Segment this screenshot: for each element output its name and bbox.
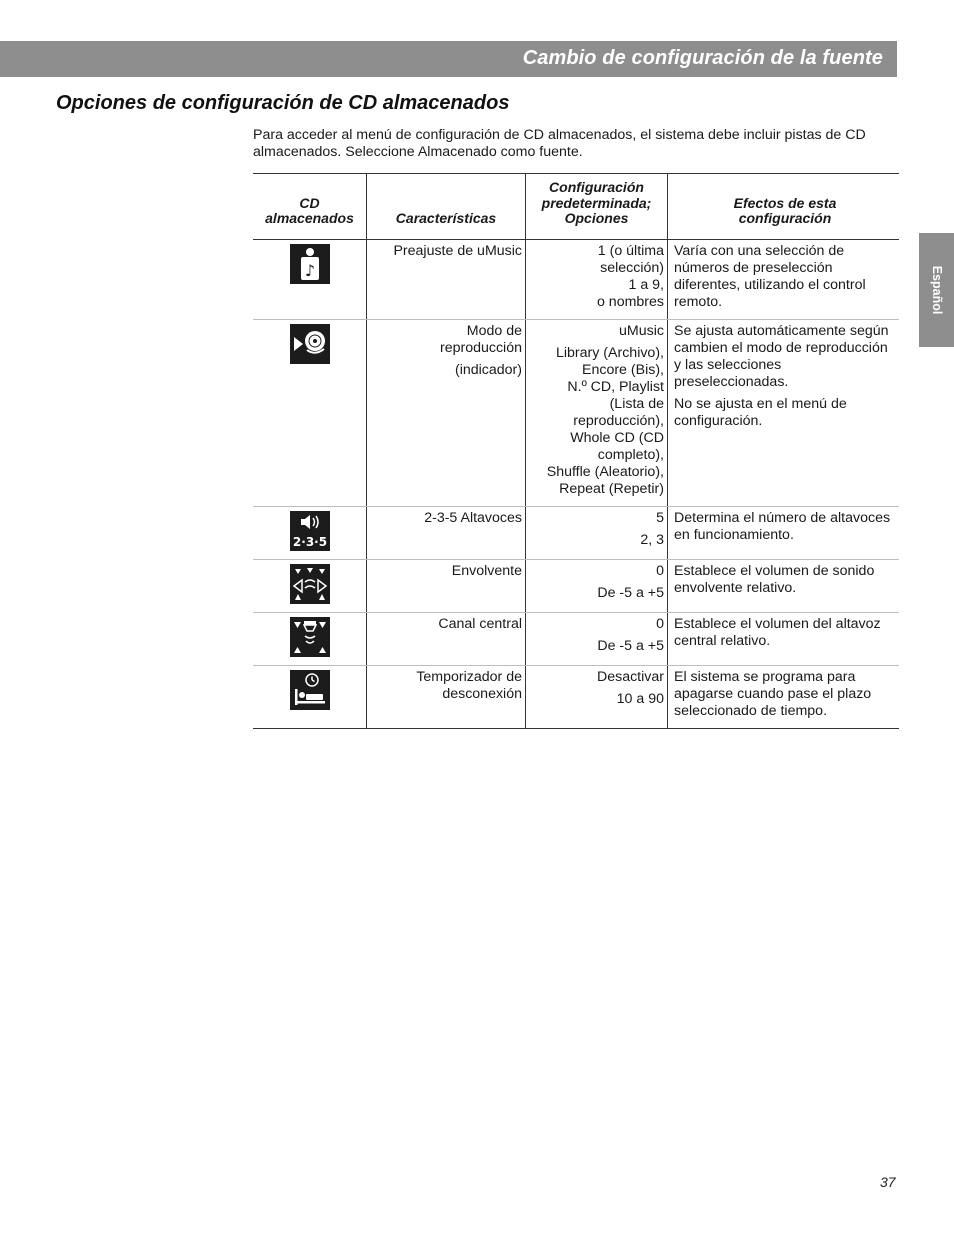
feature-cell: 2-3-5 Altavoces: [367, 506, 526, 559]
default-cell: 0 De -5 a +5: [526, 559, 668, 612]
settings-table: [253, 173, 899, 729]
table-row: [253, 612, 899, 665]
default-cell: 1 (o última selección) 1 a 9, o nombres: [526, 239, 668, 319]
effects-cell: Establece el volumen del altavoz central relativo.: [668, 612, 900, 665]
effects-cell: Se ajusta automáticamente según cambien el modo de reproducción y las selecciones preseleccionadas. No se ajusta en el menú de configuración.: [668, 319, 900, 506]
icon-cell: [253, 506, 367, 559]
icon-cell: [253, 559, 367, 612]
table-row: [253, 239, 899, 319]
default-cell: Desactivar 10 a 90: [526, 665, 668, 728]
sleep-timer-icon: [290, 670, 330, 710]
header-bar: [0, 41, 897, 77]
feature-cell: Modo de reproducción (indicador): [367, 319, 526, 506]
play-mode-icon: [290, 324, 330, 364]
effects-cell: Determina el número de altavoces en funcionamiento.: [668, 506, 900, 559]
umusic-preset-icon: [290, 244, 330, 284]
header-effects: Efectos de esta configuración: [668, 174, 900, 240]
language-side-tab: [919, 233, 954, 347]
intro-paragraph: Para acceder al menú de configuración de CD almacenados, el sistema debe incluir pistas de CD almacenados. Seleccione Almacenado como fuente.: [253, 127, 866, 160]
feature-cell: Temporizador de desconexión: [367, 665, 526, 728]
icon-cell: [253, 665, 367, 728]
svg-text:♪: ♪: [304, 260, 315, 280]
icon-cell: [253, 319, 367, 506]
feature-cell: Canal central: [367, 612, 526, 665]
table-header-row: [253, 174, 899, 240]
table-row: [253, 665, 899, 728]
page-number: 37: [880, 1174, 896, 1190]
speakers-235-icon-text: 2·3·5: [292, 534, 327, 549]
speakers-235-icon: [290, 511, 330, 551]
default-cell: 0 De -5 a +5: [526, 612, 668, 665]
feature-cell: Envolvente: [367, 559, 526, 612]
default-cell: uMusic Library (Archivo), Encore (Bis), N.º CD, Playlist (Lista de reproducción), Whole CD (CD completo), Shuffle (Aleatorio), Repeat (Repetir): [526, 319, 668, 506]
effects-cell: Establece el volumen de sonido envolvente relativo.: [668, 559, 900, 612]
header-cd-stored: CD almacenados: [253, 174, 367, 240]
default-cell: 5 2, 3: [526, 506, 668, 559]
center-channel-icon: [290, 617, 330, 657]
section-title: Opciones de configuración de CD almacenados: [56, 92, 510, 114]
icon-cell: [253, 612, 367, 665]
effects-cell: Varía con una selección de números de preselección diferentes, utilizando el control remoto.: [668, 239, 900, 319]
header-default-options: Configuración predeterminada; Opciones: [526, 174, 668, 240]
language-side-tab-label: Español: [929, 265, 944, 315]
table-row: [253, 319, 899, 506]
header-title: Cambio de configuración de la fuente: [522, 47, 883, 69]
effects-cell: El sistema se programa para apagarse cuando pase el plazo seleccionado de tiempo.: [668, 665, 900, 728]
feature-cell: Preajuste de uMusic: [367, 239, 526, 319]
surround-icon: [290, 564, 330, 604]
table-row: [253, 506, 899, 559]
table-row: [253, 559, 899, 612]
icon-cell: [253, 239, 367, 319]
header-features: Características: [367, 174, 526, 240]
